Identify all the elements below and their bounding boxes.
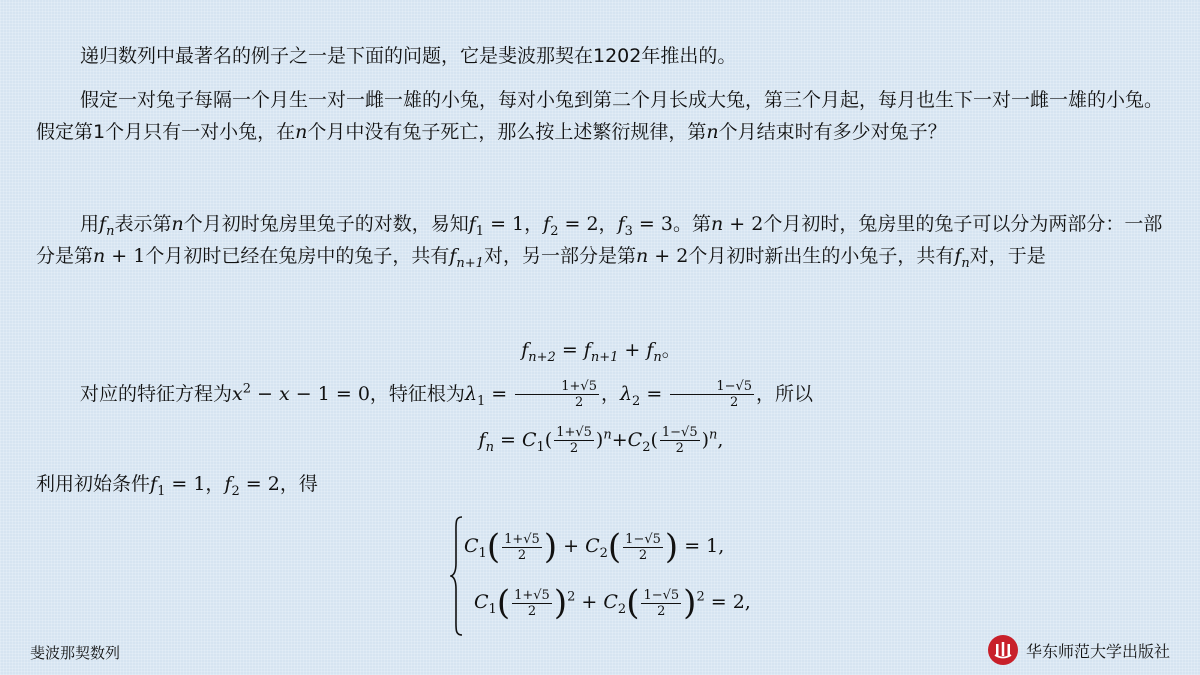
intro-paragraph — [36, 40, 1166, 72]
publisher-name: 华东师范大学出版社 — [1025, 641, 1170, 661]
recurrence-formula: $f_{n+2} = f_{n+1} + f_n$。 — [521, 339, 681, 365]
equation-system — [450, 515, 790, 637]
intro-text: 递归数列中最著名的例子之一是下面的问题，它是斐波那契在1202年推出的。 — [80, 45, 737, 67]
general-solution-formula: $f_n = C_1$( $\frac{1+√5}{2}$ )$^n+C_2$( $\frac{1-√5}{2}$ )$^n$, — [478, 425, 724, 456]
publisher-block — [988, 632, 1170, 668]
problem-paragraph: 假定一对兔子每隔一个月生一对一雌一雄的小兔，每对小兔到第二个月长成大兔，第三个月起，每月也生下一对一雌一雄的小兔。假定第1个月只有一对小兔，在n个月中没有兔子死亡，那么按上述繁衍规律，第n个月结束时有多少对兔子？ — [36, 89, 1164, 143]
equation-1: $C_1$( $\frac{1+√5}{2}$ ) + $C_2$( $\frac{1-√5}{2}$ ) = 1, — [464, 527, 725, 567]
equation-2: $C_1$( $\frac{1+√5}{2}$ )$^2 + C_2$( $\frac{1-√5}{2}$ )$^2$ = 2, — [474, 583, 751, 623]
characteristic-paragraph: 对应的特征方程为$x^2 - x - 1 = 0$，特征根为$\lambda_1$ = $\frac{1+√5}{2}$ ，$\lambda_2$ = $\frac{1-√5}{2}$ ，所以 — [80, 379, 814, 410]
initial-condition-paragraph: 利用初始条件$f_1 = 1$，$f_2 = 2$，得 — [36, 473, 318, 499]
left-brace — [450, 515, 464, 637]
definition-paragraph: 用$f_n$表示第n个月初时兔房里兔子的对数，易知$f_1 = 1$，$f_2 = 2$，$f_3 = 3$。第n + 2个月初时，兔房里的兔子可以分为两部分：一部分是第n + 1个月初时已经在兔房中的兔子，共有$f_{n+1}$对，另一部分是第n + 2个月初时新出生的小兔子，共有$f_n$对，于是 — [36, 213, 1163, 271]
topic-label: 斐波那契数列 — [30, 644, 121, 662]
publisher-logo-icon — [988, 635, 1018, 665]
